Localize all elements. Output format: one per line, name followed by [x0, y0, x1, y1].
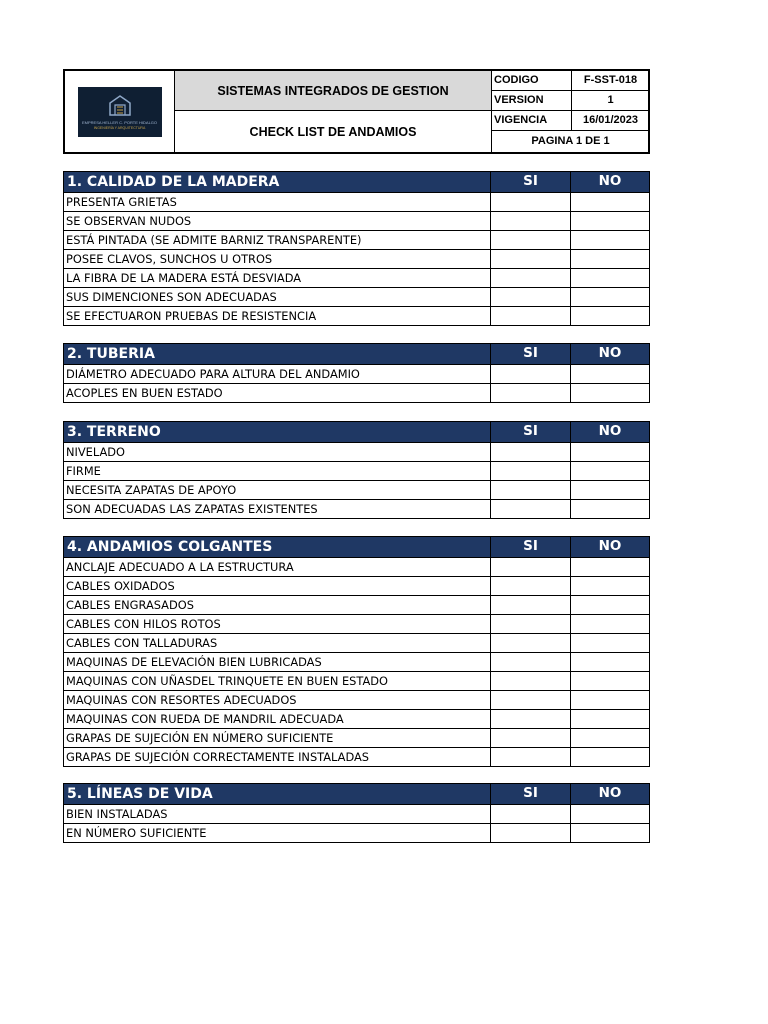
no-checkbox-cell[interactable]: [570, 384, 649, 402]
item-label: CABLES CON HILOS ROTOS: [66, 617, 221, 631]
checklist-row: [64, 269, 649, 288]
checklist-row: [64, 824, 649, 842]
si-checkbox-cell[interactable]: [490, 596, 570, 614]
no-checkbox-cell[interactable]: [570, 634, 649, 652]
document-title: CHECK LIST DE ANDAMIOS: [249, 124, 417, 139]
column-no-header: NO: [570, 344, 649, 364]
si-checkbox-cell[interactable]: [490, 443, 570, 461]
si-checkbox-cell[interactable]: [490, 805, 570, 823]
meta-row-pagina: [492, 131, 649, 152]
no-checkbox-cell[interactable]: [570, 824, 649, 842]
item-label: ESTÁ PINTADA (SE ADMITE BARNIZ TRANSPARENTE): [66, 233, 362, 247]
no-checkbox-cell[interactable]: [570, 615, 649, 633]
item-label: NIVELADO: [66, 445, 126, 459]
checklist-row: [64, 729, 649, 748]
logo-text: EMPRESA HELLER C. PORTE HIDALGO: [81, 119, 158, 125]
si-checkbox-cell[interactable]: [490, 365, 570, 383]
meta-row-codigo: [492, 71, 649, 91]
section-header: [64, 344, 649, 365]
no-checkbox-cell[interactable]: [570, 729, 649, 747]
vigencia-value: 16/01/2023: [582, 114, 639, 126]
no-checkbox-cell[interactable]: [570, 269, 649, 287]
section-title: 2. TUBERIA: [67, 346, 155, 362]
no-checkbox-cell[interactable]: [570, 307, 649, 325]
no-checkbox-cell[interactable]: [570, 462, 649, 480]
si-checkbox-cell[interactable]: [490, 269, 570, 287]
no-checkbox-cell[interactable]: [570, 231, 649, 249]
item-label: SUS DIMENCIONES SON ADECUADAS: [66, 290, 277, 304]
checklist-row: [64, 748, 649, 766]
system-title: SISTEMAS INTEGRADOS DE GESTION: [175, 71, 491, 111]
section-lineas-de-vida: [63, 783, 650, 843]
item-label: MAQUINAS CON RESORTES ADECUADOS: [66, 693, 297, 707]
meta-row-vigencia: [492, 111, 649, 131]
si-checkbox-cell[interactable]: [490, 615, 570, 633]
si-checkbox-cell[interactable]: [490, 193, 570, 211]
version-label: VERSION: [492, 91, 572, 110]
column-no-header: NO: [570, 172, 649, 192]
section-header: [64, 172, 649, 193]
column-no-header: NO: [570, 784, 649, 804]
si-checkbox-cell[interactable]: [490, 634, 570, 652]
checklist-row: [64, 307, 649, 325]
checklist-row: [64, 384, 649, 402]
section-title: 4. ANDAMIOS COLGANTES: [67, 539, 273, 555]
section-andamios-colgantes: [63, 536, 650, 767]
checklist-row: [64, 577, 649, 596]
checklist-row: [64, 481, 649, 500]
si-checkbox-cell[interactable]: [490, 824, 570, 842]
section-header: [64, 784, 649, 805]
checklist-row: [64, 596, 649, 615]
no-checkbox-cell[interactable]: [570, 212, 649, 230]
section-header: [64, 422, 649, 443]
checklist-row: [64, 250, 649, 269]
item-label: LA FIBRA DE LA MADERA ESTÁ DESVIADA: [66, 271, 302, 285]
item-label: BIEN INSTALADAS: [66, 807, 168, 821]
si-checkbox-cell[interactable]: [490, 653, 570, 671]
item-label: SE OBSERVAN NUDOS: [66, 214, 192, 228]
item-label: ANCLAJE ADECUADO A LA ESTRUCTURA: [66, 560, 294, 574]
item-label: MAQUINAS CON UÑASDEL TRINQUETE EN BUEN ESTADO: [66, 674, 389, 688]
column-si-header: SI: [490, 344, 570, 364]
section-header: [64, 537, 649, 558]
logo-subtext: INGENIERÍA Y ARQUITECTURA: [93, 125, 146, 130]
column-si-header: SI: [490, 537, 570, 557]
si-checkbox-cell[interactable]: [490, 558, 570, 576]
checklist-row: [64, 462, 649, 481]
checklist-row: [64, 558, 649, 577]
logo-cell: [65, 71, 175, 152]
item-label: CABLES OXIDADOS: [66, 579, 175, 593]
section-title: 1. CALIDAD DE LA MADERA: [67, 174, 280, 190]
item-label: CABLES ENGRASADOS: [66, 598, 194, 612]
column-si-header: SI: [490, 422, 570, 442]
document-meta: [491, 71, 648, 152]
column-no-header: NO: [570, 422, 649, 442]
no-checkbox-cell[interactable]: [570, 653, 649, 671]
item-label: POSEE CLAVOS, SUNCHOS U OTROS: [66, 252, 273, 266]
document-header: [63, 69, 650, 154]
item-label: MAQUINAS CON RUEDA DE MANDRIL ADECUADA: [66, 712, 344, 726]
item-label: CABLES CON TALLADURAS: [66, 636, 218, 650]
item-label: GRAPAS DE SUJECIÓN CORRECTAMENTE INSTALADAS: [66, 750, 370, 764]
si-checkbox-cell[interactable]: [490, 384, 570, 402]
checklist-row: [64, 672, 649, 691]
section-title: 5. LÍNEAS DE VIDA: [67, 786, 213, 802]
item-label: MAQUINAS DE ELEVACIÓN BIEN LUBRICADAS: [66, 655, 322, 669]
si-checkbox-cell[interactable]: [490, 231, 570, 249]
si-checkbox-cell[interactable]: [490, 672, 570, 690]
no-checkbox-cell[interactable]: [570, 805, 649, 823]
checklist-row: [64, 653, 649, 672]
no-checkbox-cell[interactable]: [570, 193, 649, 211]
no-checkbox-cell[interactable]: [570, 558, 649, 576]
item-label: PRESENTA GRIETAS: [66, 195, 177, 209]
pagina-value: PAGINA 1 DE 1: [531, 135, 610, 147]
checklist-row: [64, 231, 649, 250]
item-label: FIRME: [66, 464, 101, 478]
no-checkbox-cell[interactable]: [570, 481, 649, 499]
si-checkbox-cell[interactable]: [490, 710, 570, 728]
no-checkbox-cell[interactable]: [570, 748, 649, 766]
si-checkbox-cell[interactable]: [490, 691, 570, 709]
no-checkbox-cell[interactable]: [570, 365, 649, 383]
no-checkbox-cell[interactable]: [570, 596, 649, 614]
no-checkbox-cell[interactable]: [570, 500, 649, 518]
checklist-row: [64, 634, 649, 653]
si-checkbox-cell[interactable]: [490, 288, 570, 306]
si-checkbox-cell[interactable]: [490, 307, 570, 325]
section-tuberia: [63, 343, 650, 403]
checklist-row: [64, 500, 649, 518]
item-label: SON ADECUADAS LAS ZAPATAS EXISTENTES: [66, 502, 318, 516]
no-checkbox-cell[interactable]: [570, 691, 649, 709]
codigo-label: CODIGO: [492, 71, 572, 90]
section-title: 3. TERRENO: [67, 424, 161, 440]
no-checkbox-cell[interactable]: [570, 710, 649, 728]
si-checkbox-cell[interactable]: [490, 500, 570, 518]
section-calidad-madera: [63, 171, 650, 326]
company-logo: [78, 87, 162, 137]
item-label: GRAPAS DE SUJECIÓN EN NÚMERO SUFICIENTE: [66, 731, 334, 745]
si-checkbox-cell[interactable]: [490, 250, 570, 268]
si-checkbox-cell[interactable]: [490, 481, 570, 499]
si-checkbox-cell[interactable]: [490, 212, 570, 230]
item-label: ACOPLES EN BUEN ESTADO: [66, 386, 223, 400]
checklist-row: [64, 710, 649, 729]
si-checkbox-cell[interactable]: [490, 748, 570, 766]
checklist-row: [64, 288, 649, 307]
no-checkbox-cell[interactable]: [570, 288, 649, 306]
column-si-header: SI: [490, 784, 570, 804]
item-label: NECESITA ZAPATAS DE APOYO: [66, 483, 237, 497]
checklist-row: [64, 615, 649, 634]
no-checkbox-cell[interactable]: [570, 577, 649, 595]
checklist-row: [64, 805, 649, 824]
item-label: DIÁMETRO ADECUADO PARA ALTURA DEL ANDAMIO: [66, 367, 360, 381]
item-label: EN NÚMERO SUFICIENTE: [66, 826, 207, 840]
building-icon: [106, 93, 134, 117]
si-checkbox-cell[interactable]: [490, 462, 570, 480]
si-checkbox-cell[interactable]: [490, 729, 570, 747]
checklist-row: [64, 212, 649, 231]
si-checkbox-cell[interactable]: [490, 577, 570, 595]
item-label: SE EFECTUARON PRUEBAS DE RESISTENCIA: [66, 309, 317, 323]
no-checkbox-cell[interactable]: [570, 250, 649, 268]
meta-row-version: [492, 91, 649, 111]
section-terreno: [63, 421, 650, 519]
no-checkbox-cell[interactable]: [570, 443, 649, 461]
checklist-row: [64, 443, 649, 462]
vigencia-label: VIGENCIA: [492, 111, 572, 130]
version-value: 1: [607, 94, 614, 106]
no-checkbox-cell[interactable]: [570, 672, 649, 690]
checklist-row: [64, 365, 649, 384]
checklist-row: [64, 193, 649, 212]
checklist-row: [64, 691, 649, 710]
codigo-value: F-SST-018: [583, 74, 638, 86]
column-si-header: SI: [490, 172, 570, 192]
column-no-header: NO: [570, 537, 649, 557]
